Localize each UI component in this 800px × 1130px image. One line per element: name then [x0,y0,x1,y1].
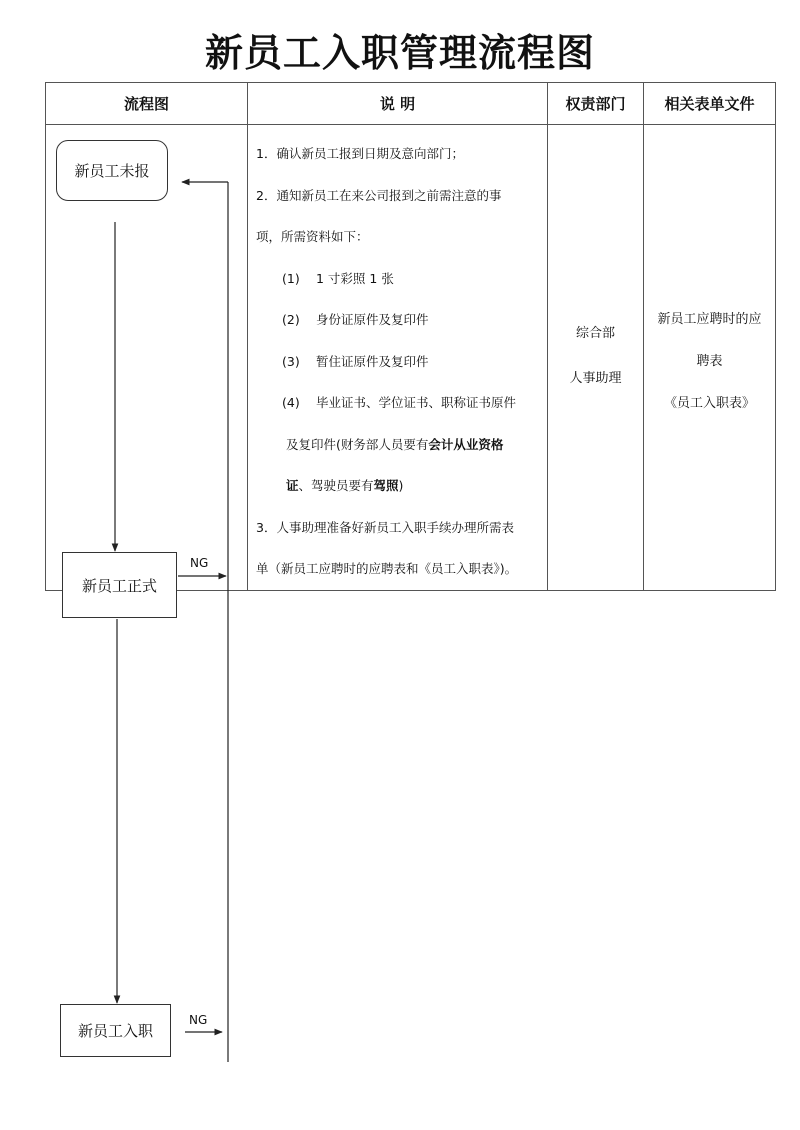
desc-line: 证、驾驶员要有驾照) [286,478,404,493]
forms-line: 聘表 [696,354,723,369]
desc-item: (2) 身份证原件及复印件 [282,312,429,327]
header-description: 说 明 [248,83,548,125]
forms-line: 新员工应聘时的应 [657,312,762,327]
desc-line: 3．人事助理准备好新员工入职手续办理所需表 [256,519,514,535]
header-department: 权责部门 [548,83,644,125]
step-not-reported: 新员工未报 [56,140,168,201]
step-formal: 新员工正式 [62,552,177,618]
forms-line: 《员工入职表》 [663,396,755,411]
dept-line: 综合部 [575,326,615,341]
desc-line: 2．通知新员工在来公司报到之前需注意的事 [256,187,502,203]
desc-item: (4) 毕业证书、学位证书、职称证书原件 [282,395,517,410]
desc-item: (3) 暂住证原件及复印件 [282,353,429,369]
page-title: 新员工入职管理流程图 [204,31,595,75]
desc-line: 单（新员工应聘时的应聘表和《员工入职表》)。 [256,561,518,576]
desc-line: 项，所需资料如下： [256,229,369,244]
step-onboarded: 新员工入职 [60,1004,171,1057]
dept-line: 人事助理 [569,371,622,386]
desc-line: 及复印件(财务部人员要有会计从业资格 [286,436,504,452]
desc-line: 1．确认新员工报到日期及意向部门； [256,146,464,161]
header-forms: 相关表单文件 [644,83,776,125]
ng-label: NG [190,556,209,570]
desc-item: (1) 1 寸彩照 1 张 [282,270,394,286]
header-flow: 流程图 [46,83,248,125]
ng-label: NG [189,1013,208,1027]
